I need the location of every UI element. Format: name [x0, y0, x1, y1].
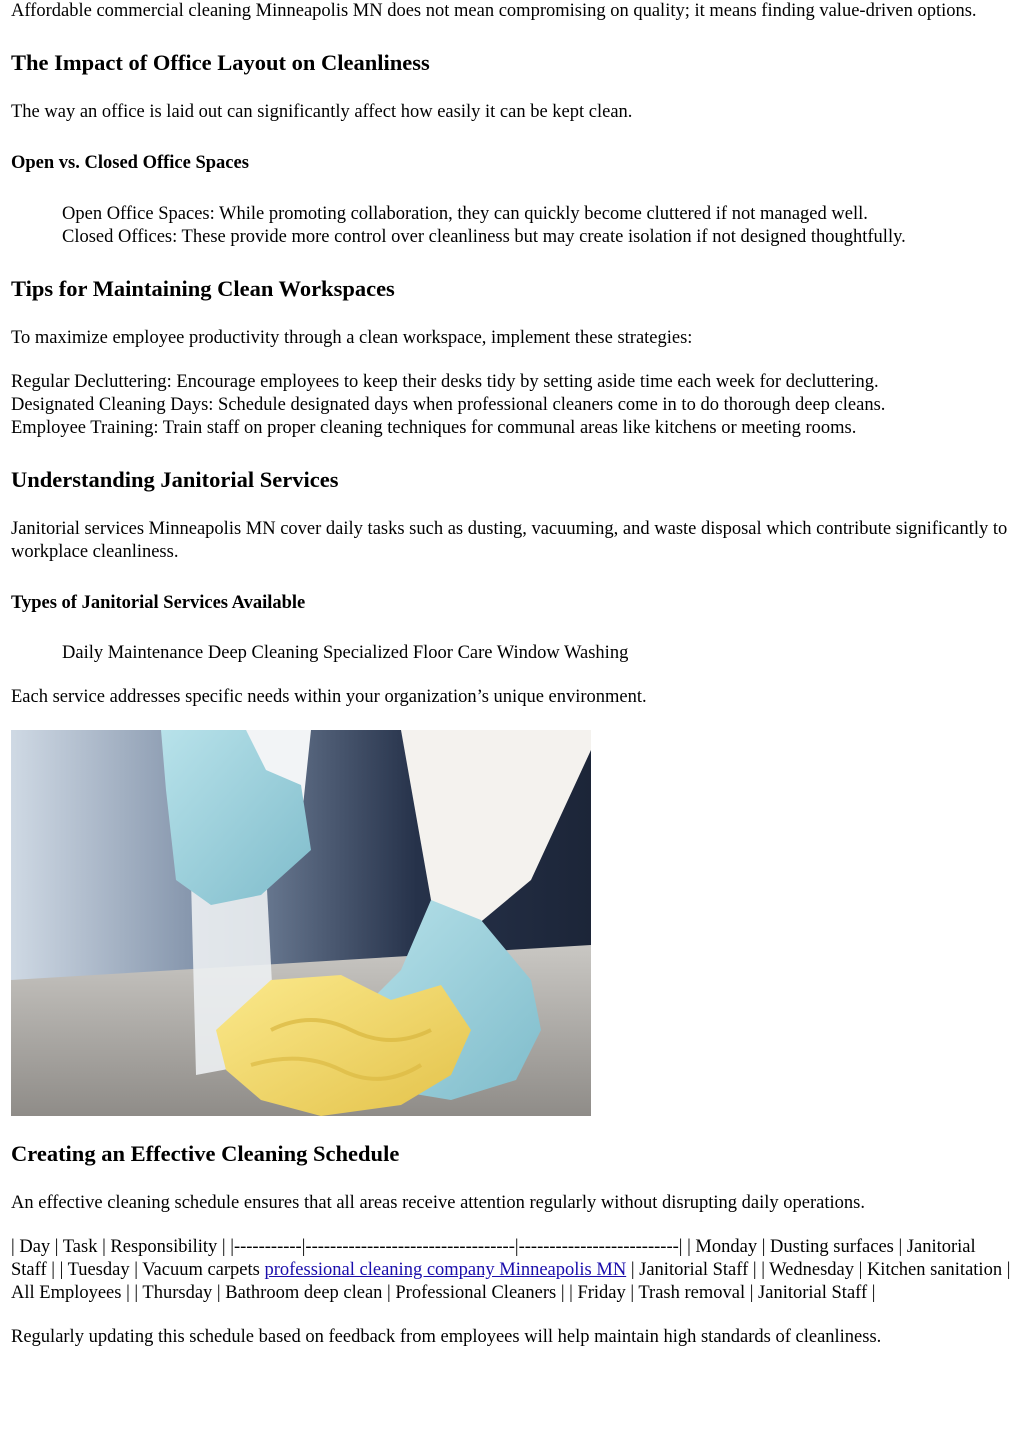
list-item: Regular Decluttering: Encourage employees to keep their desks tidy by setting aside time each week for decluttering. [11, 372, 879, 392]
list-item: Designated Cleaning Days: Schedule designated days when professional cleaners come in to do thorough deep cleans. [11, 395, 886, 415]
schedule-table-after: | Janitorial Staff | | Wednesday | Kitchen sanitation | All Employees | | Thursday | Bathroom deep clean | Professional Cleaners | | Friday | Trash removal | Janitorial Staff | [11, 1260, 1011, 1303]
office-layout-paragraph: The way an office is laid out can significantly affect how easily it can be kept clean. [11, 102, 633, 122]
services-closing: Each service addresses specific needs within your organization’s unique environment. [11, 687, 647, 707]
schedule-paragraph: An effective cleaning schedule ensures that all areas receive attention regularly without disrupting daily operations. [11, 1193, 865, 1213]
professional-cleaning-link[interactable]: professional cleaning company Minneapolis MN [264, 1260, 627, 1280]
cleaning-photo-illustration [11, 730, 591, 1116]
schedule-closing: Regularly updating this schedule based on feedback from employees will help maintain high standards of cleanliness. [11, 1327, 882, 1347]
services-line: Daily Maintenance Deep Cleaning Specialized Floor Care Window Washing [62, 643, 629, 663]
subheading-service-types: Types of Janitorial Services Available [11, 593, 306, 613]
subheading-open-closed: Open vs. Closed Office Spaces [11, 153, 249, 173]
tips-paragraph: To maximize employee productivity through a clean workspace, implement these strategies: [11, 328, 693, 348]
heading-janitorial: Understanding Janitorial Services [11, 467, 339, 492]
heading-office-layout: The Impact of Office Layout on Cleanliness [11, 50, 430, 75]
heading-schedule: Creating an Effective Cleaning Schedule [11, 1141, 400, 1166]
janitorial-paragraph: Janitorial services Minneapolis MN cover daily tasks such as dusting, vacuuming, and waste disposal which contribute significantly to workplace cleanliness. [11, 519, 1008, 562]
schedule-table-before: | Day | Task | Responsibility | |-----------|----------------------------------|--------------------------| | Monday | Dusting surfaces | Janitorial Staff | | Tuesday | Vacuum carpets [11, 1237, 976, 1280]
list-item: Open Office Spaces: While promoting collaboration, they can quickly become cluttered if not managed well. [62, 204, 868, 224]
cleaning-photo [11, 730, 591, 1116]
list-item: Closed Offices: These provide more control over cleanliness but may create isolation if not designed thoughtfully. [62, 227, 906, 247]
intro-paragraph: Affordable commercial cleaning Minneapolis MN does not mean compromising on quality; it means finding value-driven options. [11, 1, 977, 21]
list-item: Employee Training: Train staff on proper cleaning techniques for communal areas like kitchens or meeting rooms. [11, 418, 857, 438]
heading-tips: Tips for Maintaining Clean Workspaces [11, 276, 395, 301]
tips-list [11, 371, 1013, 440]
schedule-table-text [11, 1236, 1013, 1305]
office-type-list [62, 203, 1013, 249]
